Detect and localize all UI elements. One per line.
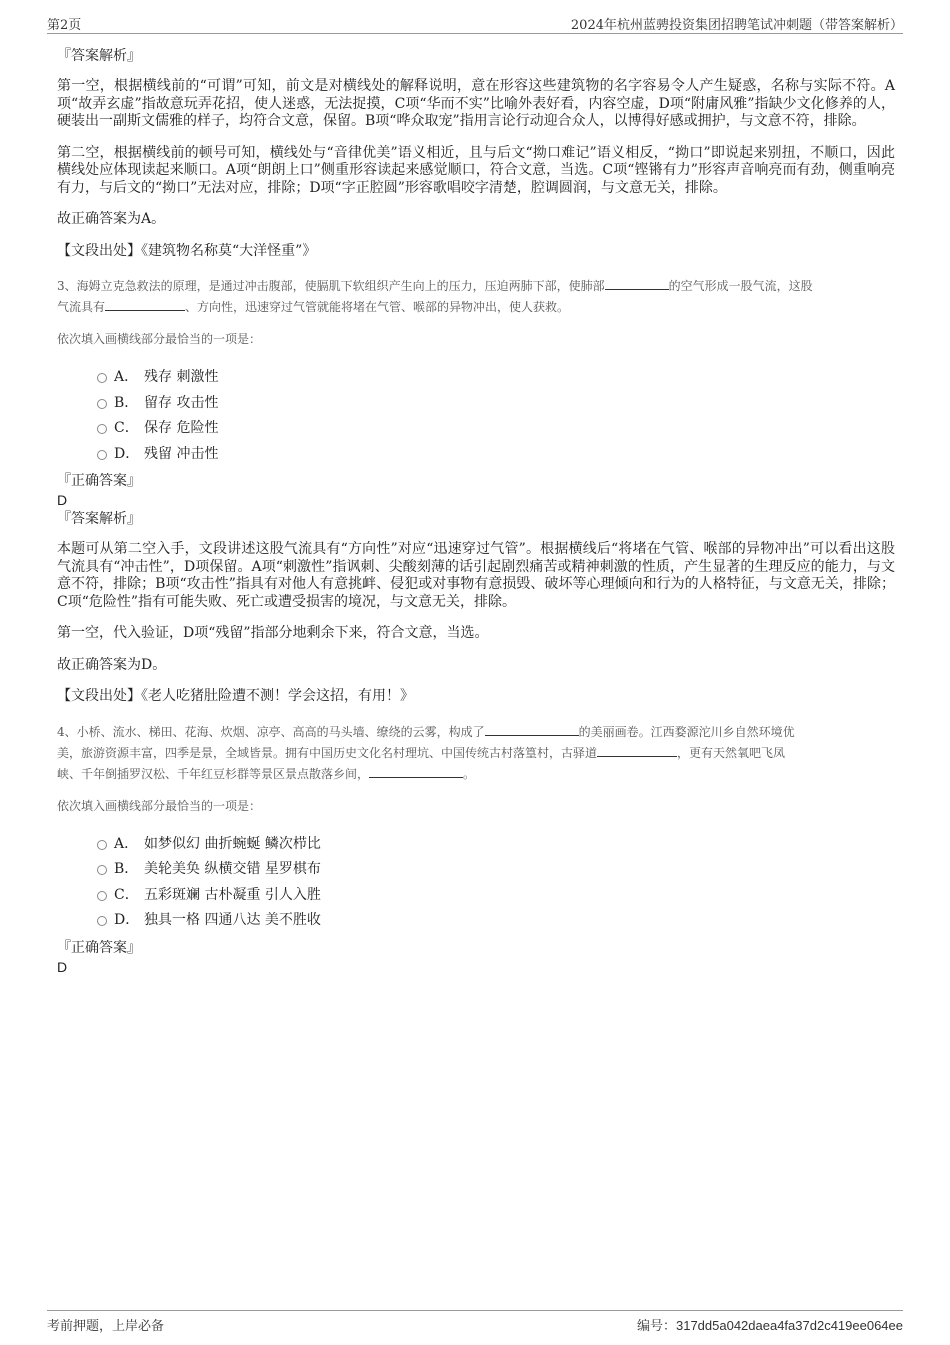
document-title: 2024年杭州蓝骋投资集团招聘笔试冲刺题（带答案解析） — [570, 18, 903, 33]
q3-option-b[interactable]: B． 留存 攻击性 — [57, 391, 895, 417]
question-4-stem: 4、小桥、流水、梯田、花海、炊烟、凉亭、高高的马头墙、缭绕的云雾，构成了 的美丽画卷。江西婺源沱川乡自然环境优 美，旅游资源丰富，四季是景，全域皆景。拥有中国历史文化名村理坑、中国传统古村落篁村，古驿道 ，更有天然氧吧飞凤 峡、千年倒插罗汉松、千年红豆杉群等景区景点散落乡间， 。 — [57, 724, 795, 781]
correct-answer-value: D — [57, 958, 68, 975]
correct-answer-value: D — [57, 492, 68, 508]
source-line — [57, 688, 895, 706]
radio-icon[interactable] — [97, 373, 107, 383]
radio-icon[interactable] — [97, 840, 107, 850]
q3-option-a[interactable]: A． 残存 刺激性 — [57, 365, 895, 391]
source-title: 《建筑物名称莫“大洋怪重”》 — [141, 242, 317, 259]
answer-conclusion: 故正确答案为D。 — [57, 656, 167, 673]
document-id: 编号：317dd5a042daea4fa37d2c419ee064ee — [636, 1318, 903, 1333]
page-header — [47, 12, 903, 34]
analysis-label: 『答案解析』 — [57, 48, 141, 64]
q4-option-d[interactable]: D． 独具一格 四通八达 美不胜收 — [57, 908, 895, 934]
question-4-prompt: 依次填入画横线部分最恰当的一项是： — [57, 798, 262, 813]
blank-1 — [485, 723, 579, 736]
q4-option-c[interactable]: C． 五彩斑斓 古朴凝重 引人入胜 — [57, 883, 895, 909]
source-line — [57, 243, 895, 261]
analysis-paragraph-2: 第一空，代入验证，D项“残留”指部分地剩余下来，符合文意，当选。 — [57, 625, 489, 641]
radio-icon[interactable] — [97, 891, 107, 901]
blank-2 — [597, 744, 677, 757]
radio-icon[interactable] — [97, 916, 107, 926]
radio-icon[interactable] — [97, 865, 107, 875]
analysis-paragraph-1: 本题可从第二空入手，文段讲述这股气流具有“方向性”对应“迅速穿过气管”。根据横线后“将堵在气管、喉部的异物冲出”可以看出这股气流具有“冲击性”，D项保留。A项“刺激性”指讽刺、尖酸刻薄的话引起剧烈痛苦或精神刺激的性质，产生显著的生理反应的能力，与文意不符，排除；B项“攻击性”指具有对他人有意挑衅、侵犯或对事物有意损毁、破坏等心理倾向和行为的人格特征，与文意无关，排除；C项“危险性”指有可能失败、死亡或遭受损害的境况，与文意无关，排除。 — [57, 541, 895, 610]
blank-1 — [605, 277, 669, 290]
q3-option-d[interactable]: D． 残留 冲击性 — [57, 442, 895, 468]
answer-conclusion: 故正确答案为A。 — [57, 211, 166, 227]
blank-2 — [105, 298, 185, 311]
analysis-paragraph-2: 第二空，根据横线前的顿号可知，横线处与“音律优美”语义相近，且与后文“拗口难记”语义相反，“拗口”即说起来别扭，不顺口，因此横线处应体现读起来顺口。A项“朗朗上口”侧重形容读起来感觉顺口，符合文意，当选。C项“铿锵有力”形容声音响亮而有劲，侧重响亮有力，与后文的“拗口”无法对应，排除；D项“字正腔圆”形容歌唱咬字清楚，腔调圆润，与文意无关，排除。 — [57, 144, 895, 196]
q3-option-c[interactable]: C． 保存 危险性 — [57, 416, 895, 442]
source-title: 《老人吃猪肚险遭不测！学会这招，有用！》 — [141, 688, 414, 704]
blank-3 — [369, 765, 463, 778]
analysis-label: 『答案解析』 — [57, 511, 141, 527]
footer-slogan: 考前押题，上岸必备 — [47, 1319, 165, 1334]
radio-icon[interactable] — [97, 399, 107, 409]
radio-icon[interactable] — [97, 424, 107, 434]
page-number: 第2页 — [47, 18, 82, 33]
radio-icon[interactable] — [97, 450, 107, 460]
source-label: 【文段出处】 — [57, 242, 141, 259]
q4-option-b[interactable]: B． 美轮美奂 纵横交错 星罗棋布 — [57, 857, 895, 883]
correct-answer-label: 『正确答案』 — [57, 939, 141, 956]
question-3-prompt: 依次填入画横线部分最恰当的一项是： — [57, 332, 262, 346]
question-3-stem: 3、海姆立克急救法的原理，是通过冲击腹部，使膈肌下软组织产生向上的压力，压迫两肺下部，使肺部 的空气形成一股气流，这股 气流具有 、方向性，迅速穿过气管就能将堵在气管、喉部的异物冲出，使人获救。 — [57, 279, 813, 314]
correct-answer-label: 『正确答案』 — [57, 473, 141, 489]
q4-option-a[interactable]: A． 如梦似幻 曲折蜿蜒 鳞次栉比 — [57, 832, 895, 858]
analysis-paragraph-1: 第一空，根据横线前的“可谓”可知，前文是对横线处的解释说明，意在形容这些建筑物的名字容易令人产生疑惑，名称与实际不符。A项“故弄玄虚”指故意玩弄花招，使人迷惑，无法捉摸，C项“华而不实”比喻外表好看，内容空虚，D项“附庸风雅”指缺少文化修养的人，硬装出一副斯文儒雅的样子，均符合文意，保留。B项“哗众取宠”指用言论行动迎合众人，以博得好感或拥护，与文意不符，排除。 — [57, 78, 895, 129]
page-footer — [47, 1310, 903, 1335]
page-content — [57, 46, 895, 976]
source-label: 【文段出处】 — [57, 688, 141, 704]
